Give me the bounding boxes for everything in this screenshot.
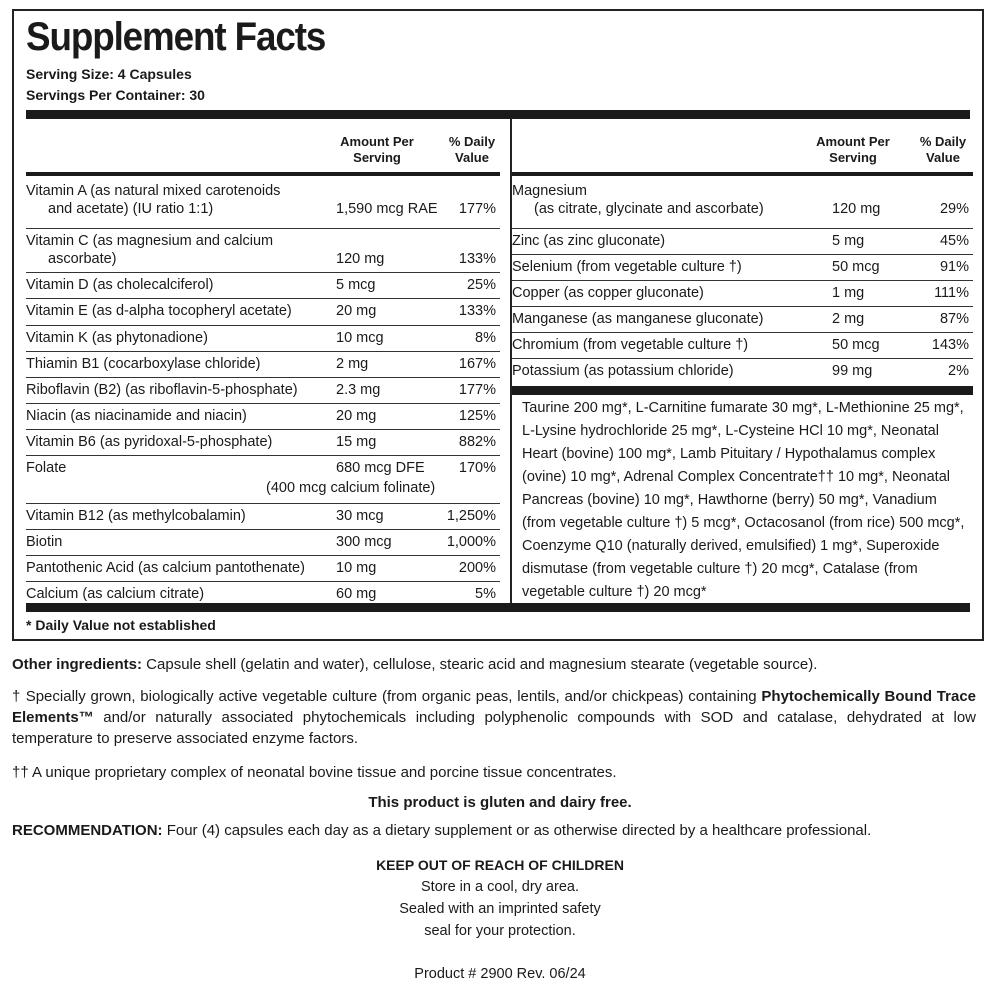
right-header-dv: % Daily Value <box>919 134 967 165</box>
nutrient-name: Chromium (from vegetable culture †) <box>512 337 749 353</box>
nutrient-name: Vitamin B6 (as pyridoxal-5-phosphate) <box>26 434 273 450</box>
nutrient-amount: 50 mcg <box>832 337 880 353</box>
blend-line: Taurine 200 mg*, L-Carnitine fumarate 30 mg*, L-Methionine 25 mg*, <box>522 400 964 416</box>
seal-line: Sealed with an imprinted safety <box>399 901 601 917</box>
nutrient-row <box>26 298 500 325</box>
nutrient-amount: 120 mg <box>336 251 385 267</box>
nutrient-name: Selenium (from vegetable culture †) <box>512 259 742 275</box>
dagger-note-text2: and/or naturally associated phytochemicals including polyphenolic compounds with SOD and catalase, dehydrated at low temperature to preserve associated enzyme factors. <box>12 709 976 747</box>
dagger-note-bold: Phytochemically Bound Trace Elements™ <box>12 688 977 726</box>
nutrient-amount: 1 mg <box>832 285 865 301</box>
blend-line: Coenzyme Q10 (naturally derived, emulsified) 1 mg*, Superoxide <box>522 538 940 554</box>
nutrient-name: Vitamin E (as d-alpha tocopheryl acetate) <box>26 303 292 319</box>
nutrient-name: Magnesium <box>512 183 587 199</box>
recommendation-text: Four (4) capsules each day as a dietary supplement or as otherwise directed by a healthcare professional. <box>162 822 872 839</box>
nutrient-dv: 91% <box>939 259 969 275</box>
nutrient-row <box>26 228 500 272</box>
nutrient-name: Zinc (as zinc gluconate) <box>512 233 666 249</box>
nutrient-row <box>512 178 973 228</box>
nutrient-name: Thiamin B1 (cocarboxylase chloride) <box>26 356 261 372</box>
left-header-dv: % Daily Value <box>448 134 496 165</box>
nutrient-amount: 120 mg <box>832 201 881 217</box>
left-header-amount: Amount Per Serving <box>340 134 414 165</box>
nutrient-dv: 5% <box>475 586 496 602</box>
nutrient-row <box>512 254 973 280</box>
nutrient-amount: 30 mcg <box>336 508 384 524</box>
other-ingredients <box>12 654 976 675</box>
nutrient-name: Vitamin C (as magnesium and calcium <box>26 233 274 249</box>
nutrient-name: Manganese (as manganese gluconate) <box>512 311 764 327</box>
double-dagger-note: †† A unique proprietary complex of neonatal bovine tissue and porcine tissue concentrates. <box>12 764 617 781</box>
blend-line: (ovine) 10 mg*, Adrenal Complex Concentrate†† 10 mg*, Neonatal <box>522 469 950 485</box>
blend-line: L-Lysine hydrochloride 25 mg*, L-Cysteine HCl 10 mg*, Neonatal <box>522 423 939 439</box>
nutrient-row <box>512 306 973 332</box>
nutrient-row <box>512 358 973 384</box>
nutrient-name: Folate <box>26 460 67 476</box>
bottom-thick-rule <box>26 603 970 612</box>
blend-line: Pancreas (bovine) 10 mg*, Hawthorne (berry) 50 mg*, Vanadium <box>522 492 937 508</box>
nutrient-row <box>26 325 500 351</box>
recommendation-label: RECOMMENDATION: <box>12 822 163 839</box>
nutrient-amount: 2 mg <box>832 311 865 327</box>
left-nutrient-column <box>26 118 500 608</box>
nutrient-amount: 5 mg <box>832 233 865 249</box>
supplement-facts-panel <box>12 9 984 641</box>
nutrient-row <box>26 272 500 298</box>
nutrient-dv: 87% <box>939 311 969 327</box>
nutrient-name: Niacin (as niacinamide and niacin) <box>26 408 247 424</box>
nutrient-row <box>26 455 500 503</box>
blend-line: Heart (bovine) 100 mg*, Lamb Pituitary / Hypothalamus complex <box>522 446 936 462</box>
blend-line: vegetable culture †) 20 mcg* <box>522 584 707 600</box>
nutrient-dv: 133% <box>458 303 496 319</box>
blend-rule <box>512 386 973 395</box>
left-header-rule <box>26 172 500 176</box>
nutrient-dv: 1,000% <box>446 534 496 550</box>
nutrient-dv: 29% <box>939 201 969 217</box>
panel-title: Supplement Facts <box>26 15 326 59</box>
nutrient-dv: 177% <box>458 382 496 398</box>
nutrient-row <box>26 529 500 555</box>
dagger-note-text: † Specially grown, biologically active vegetable culture (from organic peas, lentils, and/or chickpeas) containing <box>12 688 762 705</box>
nutrient-amount: 15 mg <box>336 434 377 450</box>
nutrient-name-cont: (as citrate, glycinate and ascorbate) <box>534 201 764 217</box>
nutrient-name-cont: ascorbate) <box>48 251 117 267</box>
nutrient-name: Pantothenic Acid (as calcium pantothenate) <box>26 560 305 576</box>
nutrient-dv: 8% <box>475 330 496 346</box>
other-ingredients-text: Capsule shell (gelatin and water), cellulose, stearic acid and magnesium stearate (vegetable source). <box>142 656 818 673</box>
nutrient-dv: 167% <box>458 356 496 372</box>
nutrient-name: Potassium (as potassium chloride) <box>512 363 734 379</box>
nutrient-row <box>26 503 500 529</box>
servings-per-container: Servings Per Container: 30 <box>26 87 205 103</box>
seal-line-2: seal for your protection. <box>424 923 576 939</box>
nutrient-dv: 125% <box>458 408 496 424</box>
recommendation <box>12 820 976 841</box>
nutrient-row <box>26 555 500 581</box>
nutrient-name: Vitamin B12 (as methylcobalamin) <box>26 508 246 524</box>
nutrient-name: Biotin <box>26 534 63 550</box>
nutrient-name-cont: and acetate) (IU ratio 1:1) <box>48 201 214 217</box>
nutrient-amount: 60 mg <box>336 586 377 602</box>
nutrient-row <box>26 429 500 455</box>
nutrient-name: Vitamin A (as natural mixed carotenoids <box>26 183 281 199</box>
nutrient-amount: 2.3 mg <box>336 382 381 398</box>
nutrient-amount: 20 mg <box>336 303 377 319</box>
nutrient-dv: 143% <box>931 337 969 353</box>
nutrient-dv: 25% <box>466 277 496 293</box>
nutrient-amount: 50 mcg <box>832 259 880 275</box>
nutrient-name: Vitamin K (as phytonadione) <box>26 330 208 346</box>
nutrient-row <box>26 377 500 403</box>
nutrient-name: Riboflavin (B2) (as riboflavin-5-phosphate) <box>26 382 298 398</box>
nutrient-row <box>512 332 973 358</box>
storage-line: Store in a cool, dry area. <box>421 879 579 895</box>
nutrient-dv: 170% <box>458 460 496 476</box>
right-header-amount: Amount Per Serving <box>816 134 890 165</box>
nutrient-amount: 99 mg <box>832 363 873 379</box>
daily-value-note: * Daily Value not established <box>26 617 216 633</box>
right-header-rule <box>512 172 973 176</box>
nutrient-name: Calcium (as calcium citrate) <box>26 586 205 602</box>
nutrient-dv: 45% <box>939 233 969 249</box>
nutrient-amount: 2 mg <box>336 356 369 372</box>
nutrient-row <box>26 351 500 377</box>
right-nutrient-column <box>510 118 973 608</box>
nutrient-amount: 20 mg <box>336 408 377 424</box>
nutrient-row <box>26 178 500 228</box>
nutrient-name: Vitamin D (as cholecalciferol) <box>26 277 214 293</box>
nutrient-dv: 111% <box>934 285 969 301</box>
nutrient-amount: 5 mcg <box>336 277 376 293</box>
nutrient-sub: (400 mcg calcium folinate) <box>266 480 436 496</box>
warning-heading: KEEP OUT OF REACH OF CHILDREN <box>376 857 624 873</box>
nutrient-dv: 177% <box>458 201 496 217</box>
nutrient-dv: 882% <box>458 434 496 450</box>
serving-size: Serving Size: 4 Capsules <box>26 66 192 82</box>
nutrient-row <box>26 403 500 429</box>
nutrient-row <box>512 228 973 254</box>
nutrient-name: Copper (as copper gluconate) <box>512 285 704 301</box>
nutrient-dv: 133% <box>458 251 496 267</box>
nutrient-amount: 300 mcg <box>336 534 392 550</box>
gluten-statement: This product is gluten and dairy free. <box>368 794 632 811</box>
nutrient-dv: 200% <box>458 560 496 576</box>
blend-line: dismutase (from vegetable culture †) 20 mcg*, Catalase (from <box>522 561 918 577</box>
nutrient-amount: 680 mcg DFE <box>336 460 425 476</box>
nutrient-amount: 1,590 mcg RAE <box>336 201 438 217</box>
blend-line: (from vegetable culture †) 5 mcg*, Octacosanol (from rice) 500 mcg*, <box>522 515 965 531</box>
nutrient-dv: 1,250% <box>446 508 496 524</box>
dagger-note <box>12 686 976 749</box>
other-ingredients-label: Other ingredients: <box>12 656 143 673</box>
proprietary-blend <box>522 397 967 604</box>
nutrient-amount: 10 mg <box>336 560 377 576</box>
nutrient-amount: 10 mcg <box>336 330 384 346</box>
nutrient-row <box>512 280 973 306</box>
product-code: Product # 2900 Rev. 06/24 <box>414 966 586 982</box>
nutrient-dv: 2% <box>948 363 969 379</box>
